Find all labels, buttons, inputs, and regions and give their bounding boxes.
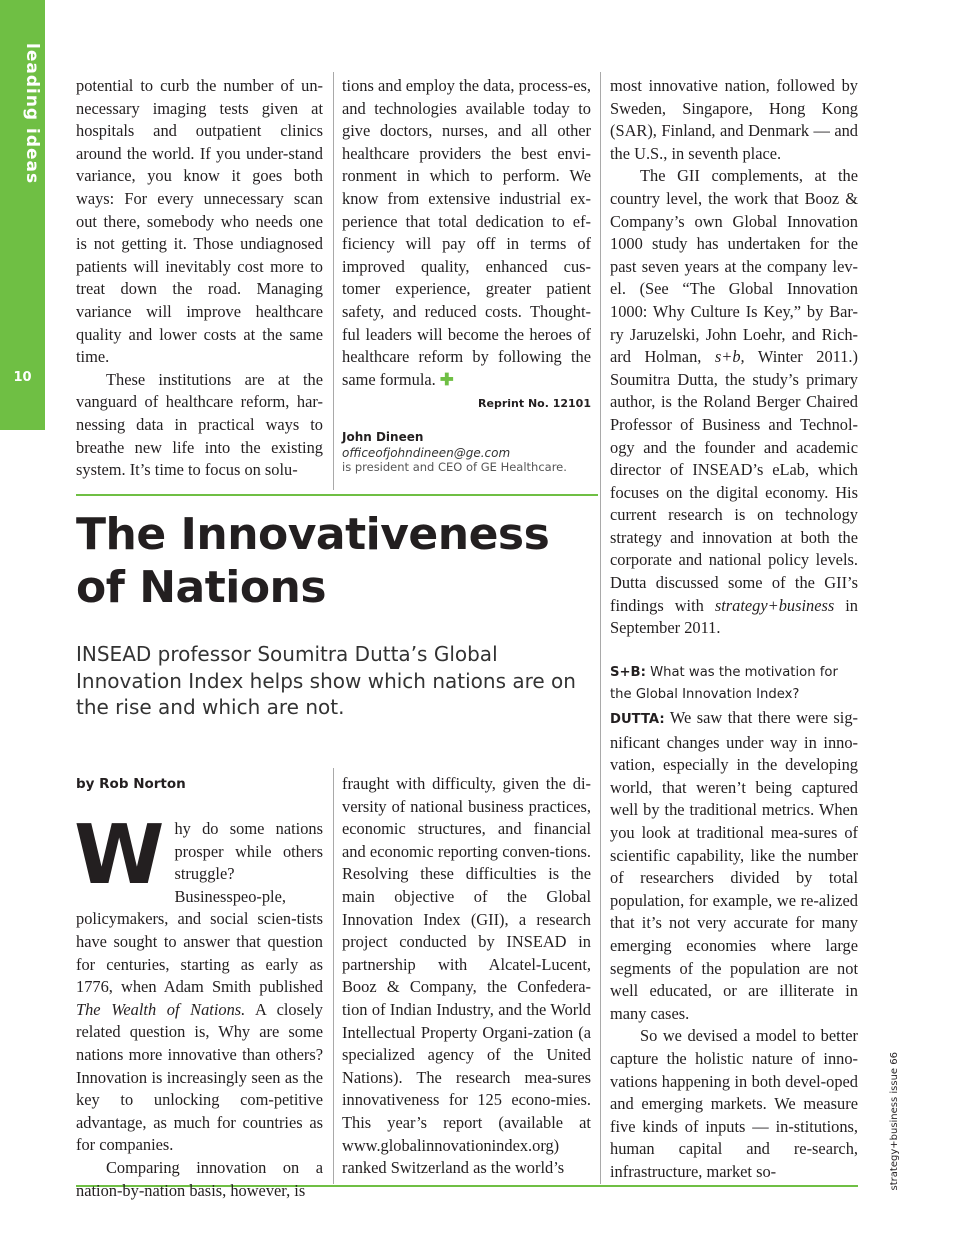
magazine-name: strategy+business — [714, 595, 835, 615]
paragraph: Comparing innovation on a nation-by-nation basis, however, is — [76, 1157, 323, 1200]
paragraph-text: tions and employ the data, process-es, and technologies available today to give doctors, nurses, and all other healthcare providers the best envi-ronment in which to perform. We know from extensive industrial ex-perience that total dedication to ef-ficiency will pay off in terms of improved quality, enhanced cus-tomer experience, greater patient safety, and reduced costs. Thought-ful leaders will become the heroes of healthcare reform by following the same formula. — [342, 76, 591, 389]
column-divider-top-1 — [333, 72, 334, 490]
question-label: S+B: — [610, 664, 646, 680]
byline: by Rob Norton — [76, 776, 186, 792]
paragraph: So we devised a model to better capture the holistic nature of inno-vations happening in both devel-oped and emerging markets. We measure five kinds of inputs — in-stitutions, human capital and re-search, infrastructure, market so- — [610, 1026, 858, 1181]
paragraph-text: A closely related question is, Why are some nations more innovative than others? Innovation is increasingly seen as the key to unlocking com-petitive advantage, as much for countries as for companies. — [76, 999, 323, 1155]
section-rule — [76, 494, 598, 496]
article-column-2 — [342, 773, 591, 1180]
interview-question — [610, 662, 858, 707]
author-email[interactable]: officeofjohndineen@ge.com — [342, 446, 511, 460]
end-mark-icon: ✚ — [439, 369, 454, 389]
paragraph — [74, 808, 323, 1157]
column-divider-2 — [600, 72, 601, 1184]
book-title: The Wealth of Nations. — [76, 999, 246, 1019]
article-column-1 — [74, 808, 323, 1202]
question-text: What was the motivation for the Global Innovation Index? — [610, 664, 838, 703]
section-label: leading ideas — [22, 43, 42, 185]
article-headline: The Innovativeness of Nations — [76, 509, 550, 613]
publication-footer: strategy+business issue 66 — [889, 1052, 900, 1191]
paragraph-text: in September 2011. — [610, 595, 858, 638]
reprint-number: Reprint No. 12101 — [478, 397, 591, 410]
interview-answer — [610, 707, 858, 1025]
author-description: is president and CEO of GE Healthcare. — [342, 460, 567, 474]
answer-label: DUTTA: — [610, 712, 665, 728]
drop-cap: W — [74, 808, 165, 903]
author-bio — [342, 430, 597, 474]
paragraph — [342, 75, 591, 391]
column-divider-bottom-1 — [333, 768, 334, 1184]
paragraph-text: The GII complements, at the country level, the work that Booz & Company’s own Global Innovation 1000 study has undertaken for the past seven years at the company lev-el. (See “The Global Innovation 1000: Why Culture Is Key,” by Bar-ry Jaruzelski, John Loehr, and Rich-ard Holman, — [610, 166, 858, 367]
column-2-top — [342, 75, 591, 391]
page-number: 10 — [13, 370, 32, 385]
paragraph: fraught with difficulty, given the di-versity of national business practices, economic structures, and financial and economic reporting conven-tions. Resolving these difficulties is the main objective of the Global Innovation Index (GII), a research project conducted by INSEAD in partnership with Alcatel-Lucent, Booz & Company, the Confedera-tion of Indian Industry, and the World Intellectual Property Organi-zation (a specialized agency of the United Nations). The research mea-sures innovativeness for 125 econo-mies. This year’s report (available at www.globalinnovationindex.org) ranked Switzerland as the world’s — [342, 774, 591, 1178]
paragraph-text: Winter 2011.) Soumitra Dutta, the study’s primary author, is the Roland Berger Chaired Professor of Business and Technol-ogy and the founder and academic director of INSEAD’s eLab, which focuses on the digital economy. His current research is on technology strategy and innovation at both the corporate and national policy levels. Dutta discussed some of the GII’s findings with — [610, 347, 858, 615]
section-tab — [0, 0, 45, 430]
paragraph: These institutions are at the vanguard of healthcare reform, har-nessing data in practical ways to breathe new life into the existing system. It’s time to focus on solu- — [76, 369, 323, 480]
author-name: John Dineen — [342, 430, 424, 444]
paragraph: potential to curb the number of un-necessary imaging tests given at hospitals and outpatient clinics around the world. If you under-stand variance, you know it goes both ways: For every unnecessary scan out there, somebody who needs one is not getting it. Those undiagnosed patients will inevitably cost more to treat down the road. Managing variance will improve healthcare quality and lower costs at the same time. — [76, 76, 323, 367]
paragraph-text: hy do some nations prosper while others struggle? Businesspeo-ple, policymakers, and social scien-tists have sought to answer that question for centuries, starting as early as 1776, when Adam Smith published — [76, 819, 323, 997]
paragraph: most innovative nation, followed by Sweden, Singapore, Hong Kong (SAR), Finland, and Denmark — and the U.S., in seventh place. — [610, 76, 858, 163]
magazine-abbrev: s+b, — [714, 347, 745, 367]
article-deck: INSEAD professor Soumitra Dutta’s Global Innovation Index helps show which nations are on the rise and which are not. — [76, 642, 576, 719]
column-3 — [610, 75, 858, 1184]
column-1-top — [76, 75, 323, 482]
paragraph — [610, 165, 858, 639]
answer-text: We saw that there were sig-nificant changes under way in inno-vation, especially in the developing world, that weren’t being captured well by the traditional metrics. When you look at traditional mea-sures of scientific capability, like the number of researchers divided by total population, for example, we re-alized that it’s not very accurate for many emerging economies where large segments of the population are not well educated, or are illiterate in many cases. — [610, 708, 858, 1023]
